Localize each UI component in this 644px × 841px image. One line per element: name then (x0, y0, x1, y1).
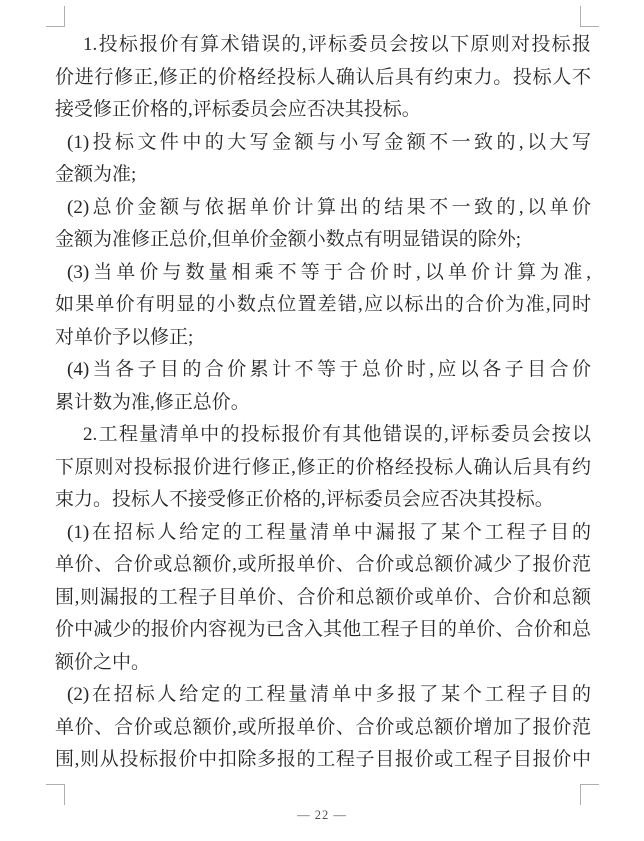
text-line: 价进行修正,修正的价格经投标人确认后具有约束力。投标人不 (55, 66, 591, 88)
text-line: (1)在招标人给定的工程量清单中漏报了某个工程子目的 (67, 521, 591, 543)
crop-mark-top-right-icon (580, 6, 599, 27)
text-line: 单价、合价或总额价,或所报单价、合价或总额价减少了报价范 (55, 554, 591, 575)
paragraph (55, 517, 591, 680)
text-line: (3)当单价与数量相乘不等于合价时,以单价计算为准, (67, 261, 591, 283)
text-block (55, 29, 591, 777)
text-line: 围,则漏报的工程子目单价、合价和总额价或单价、合价和总额 (55, 586, 591, 608)
text-line: 单价、合价或总额价,或所报单价、合价或总额价增加了报价范 (55, 716, 591, 738)
paragraph (55, 192, 591, 257)
text-line: 金额为准修正总价,但单价金额小数点有明显错误的除外; (55, 229, 522, 250)
text-line: 接受修正价格的,评标委员会应否决其投标。 (55, 99, 421, 120)
text-line: 下原则对投标报价进行修正,修正的价格经投标人确认后具有约 (55, 456, 591, 478)
crop-mark-top-left-icon (46, 6, 65, 27)
text-line: 金额为准; (55, 164, 137, 185)
text-line: (2)总价金额与依据单价计算出的结果不一致的,以单价 (67, 196, 591, 218)
crop-mark-bottom-left-icon (46, 784, 65, 805)
text-line: 如果单价有明显的小数点位置差错,应以标出的合价为准,同时 (55, 294, 591, 315)
text-line: 额价之中。 (55, 651, 151, 673)
text-line: 束力。投标人不接受修正价格的,评标委员会应否决其投标。 (55, 489, 554, 510)
paragraph (55, 29, 591, 127)
text-line: (2)在招标人给定的工程量清单中多报了某个工程子目的 (67, 684, 591, 705)
paragraph (55, 127, 591, 192)
text-line: (4)当各子目的合价累计不等于总价时,应以各子目合价 (67, 359, 591, 380)
text-line: 累计数为准,修正总价。 (55, 391, 250, 413)
paragraph (55, 419, 591, 517)
text-line: 2.工程量清单中的投标报价有其他错误的,评标委员会按以 (83, 424, 591, 445)
crop-mark-bottom-right-icon (580, 784, 599, 805)
text-line: 对单价予以修正; (55, 326, 194, 348)
paragraph (55, 679, 591, 777)
paragraph (55, 257, 591, 355)
paragraph (55, 354, 591, 419)
text-line: 1.投标报价有算术错误的,评标委员会按以下原则对投标报 (83, 34, 591, 55)
page-number: — 22 — (297, 808, 347, 822)
text-line: (1)投标文件中的大写金额与小写金额不一致的,以大写 (67, 131, 591, 153)
text-line: 价中减少的报价内容视为已含入其他工程子目的单价、合价和总 (55, 619, 591, 640)
text-line: 围,则从投标报价中扣除多报的工程子目报价或工程子目报价中 (55, 749, 591, 770)
